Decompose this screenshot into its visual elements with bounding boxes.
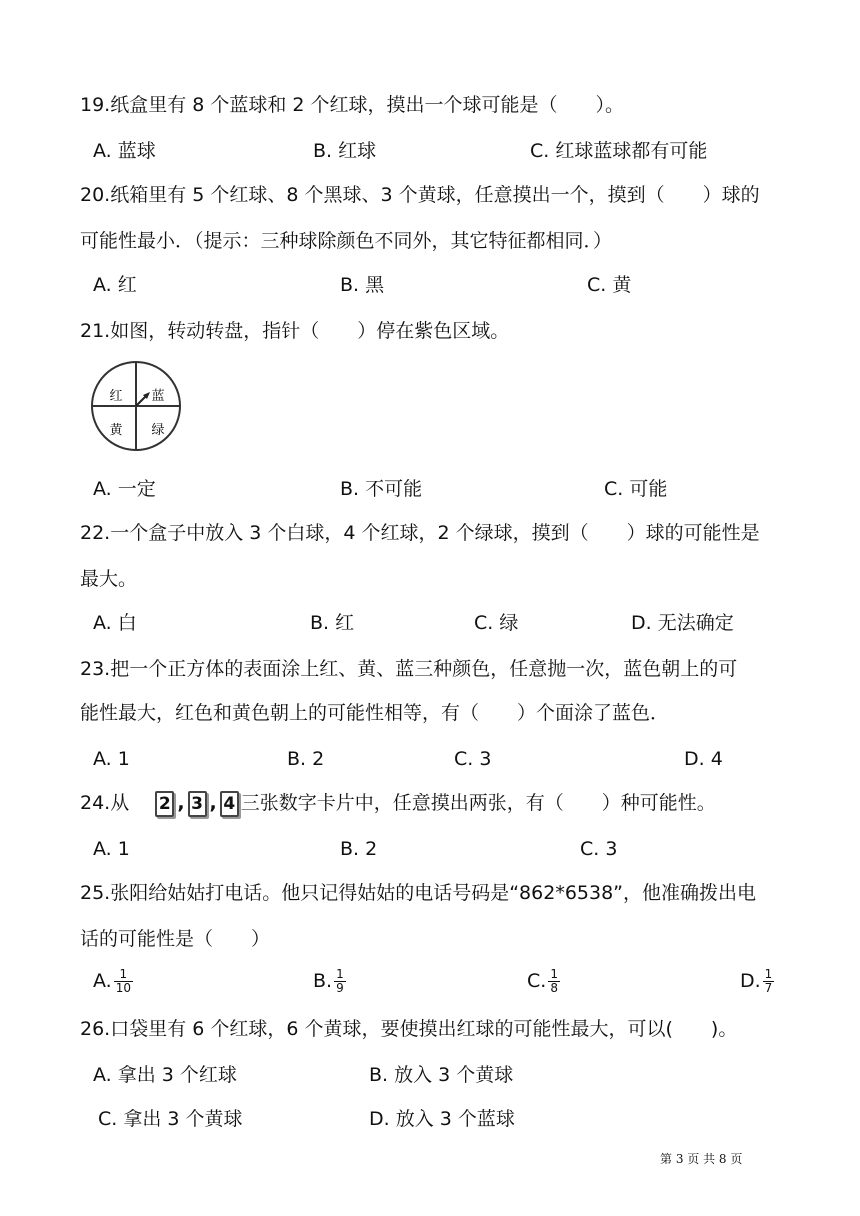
q21-option-a: A. 一定 (93, 478, 156, 500)
fraction-denominator: 10 (115, 981, 131, 995)
fraction-numerator: 1 (336, 967, 344, 981)
fraction-denominator: 8 (550, 981, 558, 995)
q25-option-b (313, 968, 346, 995)
digit-card-2: 2 (155, 791, 174, 817)
card-separator: , (177, 792, 185, 814)
wheel-label-red: 红 (109, 389, 123, 404)
q23-option-d: D. 4 (684, 748, 723, 770)
q26-option-c: C. 拿出 3 个黄球 (98, 1108, 243, 1130)
q19-option-b: B. 红球 (313, 140, 377, 162)
q23-option-b: B. 2 (287, 748, 325, 770)
question-20-stem: 20.纸箱里有 5 个红球、8 个黑球、3 个黄球，任意摸出一个，摸到（ ）球的 (80, 184, 760, 206)
q25-option-a-prefix: A. (93, 970, 112, 992)
fraction-numerator: 1 (550, 967, 558, 981)
question-26-stem: 26.口袋里有 6 个红球，6 个黄球，要使摸出红球的可能性最大，可以( )。 (80, 1018, 738, 1040)
digit-card-3: 3 (188, 791, 207, 817)
question-21-stem: 21.如图，转动转盘，指针（ ）停在紫色区域。 (80, 320, 510, 342)
fraction (548, 968, 560, 995)
q19-option-a: A. 蓝球 (93, 140, 156, 162)
q24-stem-suffix: 三张数字卡片中，任意摸出两张，有（ ）种可能性。 (240, 792, 716, 814)
q25-option-a (93, 968, 133, 995)
q22-option-a: A. 白 (93, 612, 137, 634)
q21-option-c: C. 可能 (604, 478, 668, 500)
q22-option-c: C. 绿 (474, 612, 519, 634)
fraction (334, 968, 346, 995)
q26-option-a: A. 拿出 3 个红球 (93, 1064, 237, 1086)
q22-option-b: B. 红 (310, 612, 355, 634)
q21-option-b: B. 不可能 (340, 478, 423, 500)
q25-option-d-prefix: D. (740, 970, 761, 992)
q19-option-c: C. 红球蓝球都有可能 (530, 140, 708, 162)
question-20-stem-cont: 可能性最小．（提示：三种球除颜色不同外，其它特征都相同．） (80, 230, 613, 252)
q24-option-b: B. 2 (340, 838, 378, 860)
page-footer: 第 3 页 共 8 页 (660, 1152, 743, 1166)
card-separator: , (209, 792, 217, 814)
fraction (763, 968, 775, 995)
q25-option-d (740, 968, 774, 995)
q24-option-a: A. 1 (93, 838, 130, 860)
q24-option-c: C. 3 (580, 838, 618, 860)
q26-option-b: B. 放入 3 个黄球 (369, 1064, 514, 1086)
wheel-label-green: 绿 (151, 423, 165, 438)
q23-option-c: C. 3 (454, 748, 492, 770)
q25-option-c-prefix: C. (527, 970, 547, 992)
wheel-label-blue: 蓝 (151, 389, 165, 404)
question-23-stem: 23.把一个正方体的表面涂上红、黄、蓝三种颜色，任意抛一次，蓝色朝上的可 (80, 658, 738, 680)
fraction-numerator: 1 (114, 968, 133, 982)
digit-card-4: 4 (220, 791, 239, 817)
q23-option-a: A. 1 (93, 748, 130, 770)
q20-option-c: C. 黄 (587, 274, 632, 296)
question-22-stem-cont: 最大。 (80, 568, 138, 590)
wheel-label-yellow: 黄 (109, 423, 123, 438)
question-24-stem (80, 790, 716, 817)
fraction-numerator: 1 (764, 967, 773, 981)
q25-option-c (527, 968, 560, 995)
fraction (114, 968, 133, 995)
fraction-denominator: 7 (764, 981, 773, 995)
q25-option-b-prefix: B. (313, 970, 333, 992)
question-23-stem-cont: 能性最大，红色和黄色朝上的可能性相等，有（ ）个面涂了蓝色． (80, 702, 670, 724)
question-22-stem: 22.一个盒子中放入 3 个白球，4 个红球，2 个绿球，摸到（ ）球的可能性是 (80, 522, 760, 544)
question-25-stem: 25.张阳给姑姑打电话。他只记得姑姑的电话号码是“862*6538”，他准确拨出电 (80, 882, 757, 904)
question-25-stem-cont: 话的可能性是（ ） (80, 928, 271, 950)
q26-option-d: D. 放入 3 个蓝球 (369, 1108, 515, 1130)
q22-option-d: D. 无法确定 (631, 612, 734, 634)
q20-option-a: A. 红 (93, 274, 137, 296)
q20-option-b: B. 黑 (340, 274, 385, 296)
q24-stem-prefix: 24.从 (80, 792, 130, 814)
fraction-denominator: 9 (336, 981, 344, 995)
spinner-wheel-figure (90, 360, 182, 452)
question-19-stem: 19.纸盒里有 8 个蓝球和 2 个红球，摸出一个球可能是（ ）。 (80, 94, 625, 116)
